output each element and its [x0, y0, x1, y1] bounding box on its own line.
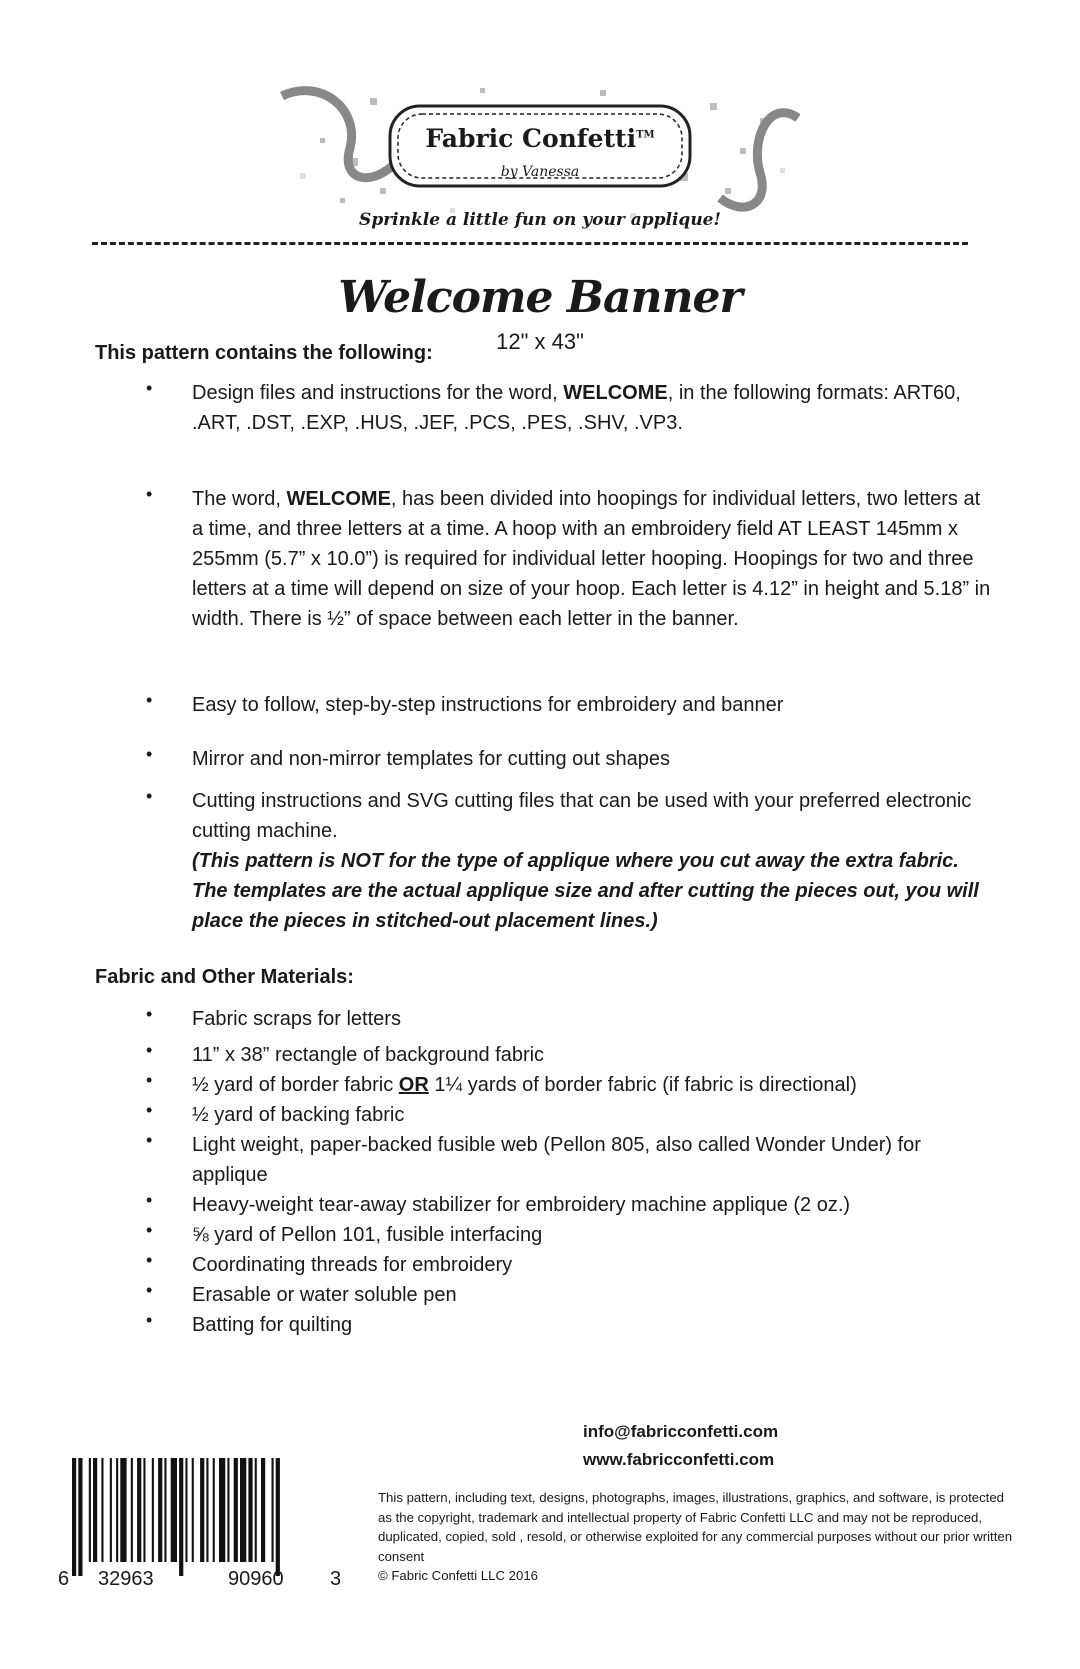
- bullet: •: [146, 378, 153, 398]
- list-item-text: ⅝ yard of Pellon 101, fusible interfacing: [192, 1224, 543, 1246]
- list-item-text: 11” x 38” rectangle of background fabric: [192, 1044, 545, 1066]
- list-item-text: Cutting instructions and SVG cutting files that can be used with your preferred electronic cutting machine. (This pattern is NOT for the type of applique where you cut away the extra fabric. The templates are the actual applique size and after cutting the pieces out, you will place the pieces in stitched-out placement lines.): [192, 790, 979, 932]
- list-item-text: The word, WELCOME, has been divided into hoopings for individual letters, two letters at a time, and three letters at a time. A hoop with an embroidery field AT LEAST 145mm x 255mm (5.7” x 10.0”) is required for individual letter hooping. Hoopings for two and three letters at a time will depend on size of your hoop. Each letter is 4.12” in height and 5.18” in width. There is ½” of space between each letter in the banner.: [192, 488, 991, 630]
- finished-size: 12" x 43": [496, 329, 584, 354]
- list-item-text: Light weight, paper-backed fusible web (Pellon 805, also called Wonder Under) for applique: [192, 1134, 921, 1186]
- barcode-bar: [240, 1458, 246, 1562]
- section-heading-materials: Fabric and Other Materials:: [95, 966, 354, 988]
- barcode-bar: [261, 1458, 265, 1562]
- list-item-text: Batting for quilting: [192, 1314, 353, 1336]
- barcode-bar: [72, 1458, 76, 1576]
- barcode-bar: [272, 1458, 274, 1562]
- barcode-bar: [143, 1458, 145, 1562]
- barcode-bar: [158, 1458, 162, 1562]
- barcode-bar: [164, 1458, 166, 1562]
- barcode-bar: [110, 1458, 112, 1562]
- legal-notice: [378, 1488, 1018, 1586]
- bullet: •: [146, 1220, 153, 1240]
- bullet: •: [146, 690, 153, 710]
- barcode-bar: [200, 1458, 204, 1562]
- list-item-text: ½ yard of border fabric OR 1¼ yards of border fabric (if fabric is directional): [192, 1074, 857, 1096]
- list-item-text: Mirror and non-mirror templates for cutting out shapes: [192, 748, 670, 770]
- bullet: •: [146, 1070, 153, 1090]
- brand-name: Fabric Confetti™: [425, 124, 655, 153]
- barcode-bar: [89, 1458, 91, 1562]
- barcode-bar: [171, 1458, 177, 1562]
- barcode-bar: [101, 1458, 103, 1562]
- barcode-bar: [152, 1458, 154, 1562]
- barcode-group-right: 90960: [228, 1568, 284, 1590]
- bullet: •: [146, 1190, 153, 1210]
- barcode-bar: [131, 1458, 133, 1562]
- dashed-divider: [92, 242, 968, 245]
- contact-email[interactable]: info@fabricconfetti.com: [583, 1422, 779, 1441]
- barcode-digit-first: 6: [58, 1568, 70, 1590]
- bullet: •: [146, 1250, 153, 1270]
- barcode-digit-last: 3: [330, 1568, 342, 1590]
- brand-byline: by Vanessa: [500, 164, 580, 180]
- list-item-text: Easy to follow, step-by-step instructions for embroidery and banner: [192, 694, 784, 716]
- section-heading-contents: This pattern contains the following:: [95, 342, 433, 364]
- barcode-bar: [192, 1458, 194, 1562]
- pattern-note: (This pattern is NOT for the type of applique where you cut away the extra fabric. The templates are the actual applique size and after cutting the pieces out, you will place the pieces in stitched-out placement lines.): [192, 850, 979, 932]
- list-item-text: Fabric scraps for letters: [192, 1008, 401, 1030]
- barcode-bar: [255, 1458, 257, 1562]
- list-item-text: Erasable or water soluble pen: [192, 1284, 457, 1306]
- bullet: •: [146, 1130, 153, 1150]
- bullet: •: [146, 1100, 153, 1120]
- barcode-bar: [120, 1458, 126, 1562]
- list-item-text: ½ yard of backing fabric: [192, 1104, 405, 1126]
- barcode-bar: [276, 1458, 280, 1576]
- bullet: •: [146, 1280, 153, 1300]
- barcode-group-left: 32963: [98, 1568, 154, 1590]
- bullet: •: [146, 786, 153, 806]
- bullet: •: [146, 744, 153, 764]
- contact-website[interactable]: www.fabricconfetti.com: [583, 1450, 775, 1469]
- barcode-bar: [227, 1458, 229, 1562]
- copyright: © Fabric Confetti LLC 2016: [378, 1568, 538, 1583]
- bullet: •: [146, 484, 153, 504]
- bullet: •: [146, 1004, 153, 1024]
- brand-tagline: Sprinkle a little fun on your applique!: [359, 210, 721, 230]
- barcode-bar: [206, 1458, 208, 1562]
- barcode-bar: [248, 1458, 252, 1562]
- barcode-bar: [213, 1458, 215, 1562]
- list-item-text: Coordinating threads for embroidery: [192, 1254, 513, 1276]
- list-item-text: Design files and instructions for the word, WELCOME, in the following formats: ART60, .ART, .DST, .EXP, .HUS, .JEF, .PCS, .PES, .SHV, .VP3.: [192, 382, 961, 434]
- bullet: •: [146, 1310, 153, 1330]
- barcode-bar: [93, 1458, 97, 1562]
- bullet: •: [146, 1040, 153, 1060]
- barcode-bar: [137, 1458, 141, 1562]
- legal-text: This pattern, including text, designs, photographs, images, illustrations, graphics, and software, is protected as the copyright, trademark and intellectual property of Fabric Confetti LLC and may not be reproduced, duplicated, copied, sold , resold, or otherwise exploited for any commercial purposes without our prior written consent: [378, 1490, 1013, 1564]
- barcode-bar: [78, 1458, 82, 1576]
- barcode-bar: [219, 1458, 225, 1562]
- barcode-bars: [58, 1458, 343, 1576]
- barcode-bar: [234, 1458, 238, 1562]
- barcode-bar: [179, 1458, 183, 1576]
- list-item-text: Heavy-weight tear-away stabilizer for embroidery machine applique (2 oz.): [192, 1194, 851, 1216]
- page-title: Welcome Banner: [338, 272, 742, 323]
- barcode-bar: [185, 1458, 187, 1562]
- barcode-bar: [116, 1458, 118, 1562]
